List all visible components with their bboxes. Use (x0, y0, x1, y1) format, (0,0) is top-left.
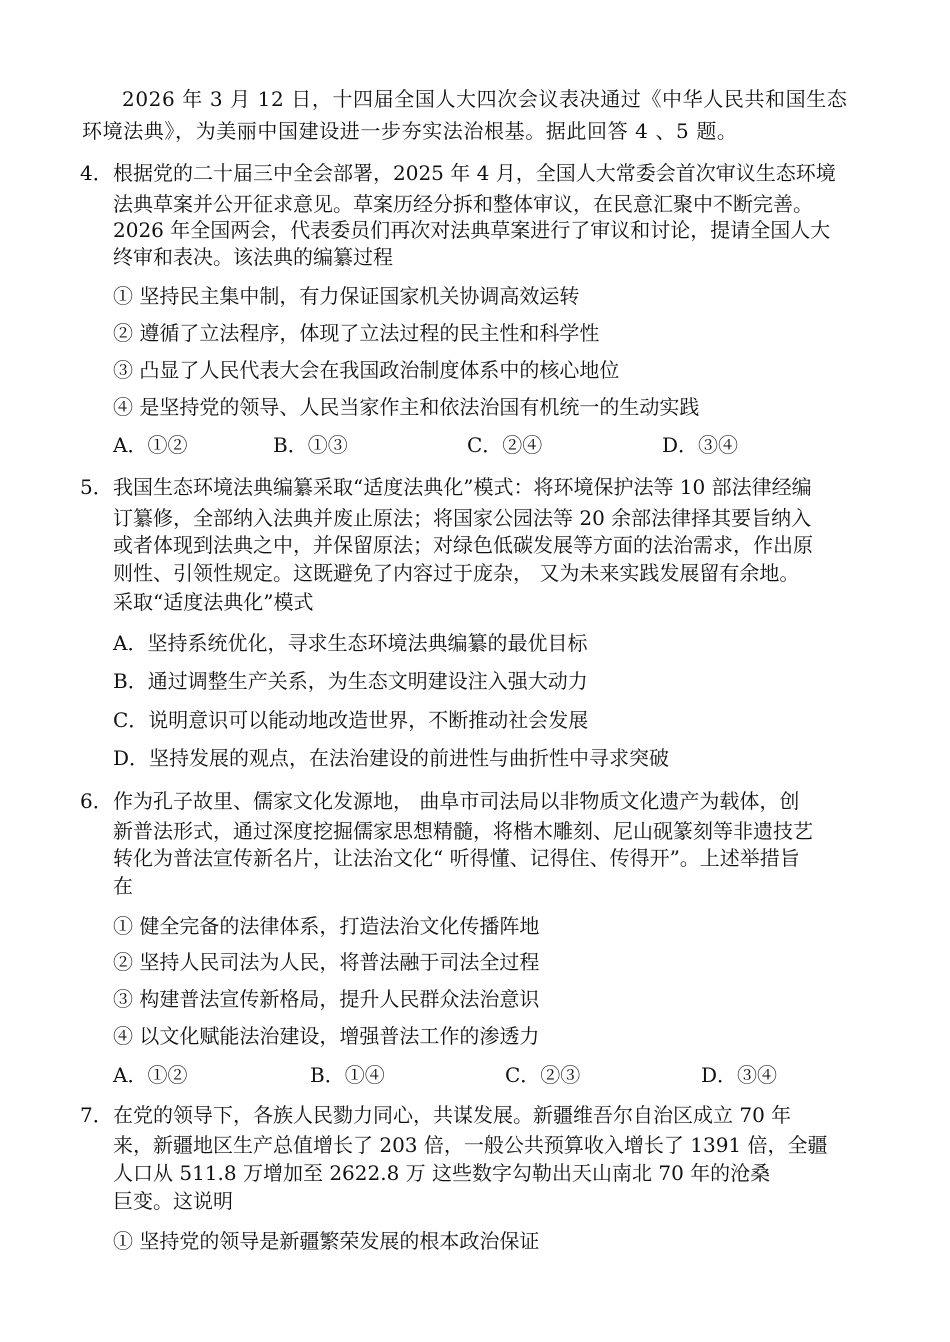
question-7-line: 巨变。这说明 (113, 1189, 233, 1213)
intro-line-2: 环境法典》，为美丽中国建设进一步夯实法治根基。据此回答 4 、5 题。 (82, 119, 738, 143)
question-5-option: A．坚持系统优化，寻求生态环境法典编纂的最优目标 (113, 631, 588, 655)
question-6-line: 新普法形式，通过深度挖掘儒家思想精髓，将楷木雕刻、尼山砚篆刻等非遗技艺 (113, 819, 813, 843)
question-4-line: 终审和表决。该法典的编纂过程 (113, 245, 393, 269)
question-5-line: 订纂修，全部纳入法典并废止原法；将国家公园法等 20 余部法律择其要旨纳入 (113, 506, 812, 530)
question-6-statement: ③ 构建普法宣传新格局，提升人民群众法治意识 (113, 987, 540, 1011)
question-7-line: 在党的领导下，各族人民勠力同心，共谋发展。新疆维吾尔自治区成立 70 年 (113, 1103, 792, 1127)
question-4-statement: ④ 是坚持党的领导、人民当家作主和依法治国有机统一的生动实践 (113, 395, 700, 419)
intro-line-1: 2026 年 3 月 12 日，十四届全国人大四次会议表决通过《中华人民共和国生态 (122, 87, 848, 111)
question-6-line: 作为孔子故里、儒家文化发源地， 曲阜市司法局以非物质文化遗产为载体，创 (113, 789, 800, 813)
question-5-option: D．坚持发展的观点，在法治建设的前进性与曲折性中寻求突破 (113, 746, 670, 770)
question-6-statement: ① 健全完备的法律体系，打造法治文化传播阵地 (113, 914, 540, 938)
question-5-line: 或者体现到法典之中，并保留原法；对绿色低碳发展等方面的法治需求，作出原 (113, 533, 813, 557)
question-6-statement: ④ 以文化赋能法治建设，增强普法工作的渗透力 (113, 1024, 540, 1048)
question-4-line: 2026 年全国两会，代表委员们再次对法典草案进行了审议和讨论，提请全国人大 (113, 218, 831, 242)
choice-d: D．③④ (662, 433, 739, 457)
choice-d: D．③④ (701, 1063, 778, 1087)
choice-b: B．①④ (310, 1063, 385, 1087)
question-7-line: 人口从 511.8 万增加至 2622.8 万 这些数字勾勒出天山南北 70 年的沧桑 (113, 1161, 771, 1185)
question-6-statement: ② 坚持人民司法为人民，将普法融于司法全过程 (113, 950, 540, 974)
question-6-line: 在 (113, 874, 133, 898)
question-6-number: 6． (80, 789, 113, 813)
question-4-statement: ③ 凸显了人民代表大会在我国政治制度体系中的核心地位 (113, 358, 620, 382)
question-5-option: B．通过调整生产关系，为生态文明建设注入强大动力 (113, 669, 588, 693)
question-5-line: 则性、引领性规定。这既避免了内容过于庞杂， 又为未来实践发展留有余地。 (113, 561, 800, 585)
question-4-statement: ② 遵循了立法程序，体现了立法过程的民主性和科学性 (113, 321, 600, 345)
choice-b: B．①③ (273, 433, 348, 457)
question-7-line: 来，新疆地区生产总值增长了 203 倍，一般公共预算收入增长了 1391 倍，全疆 (113, 1133, 828, 1157)
choice-a: A．①② (113, 433, 188, 457)
question-7-number: 7． (80, 1103, 113, 1127)
question-5-number: 5． (80, 475, 113, 499)
question-5-line: 采取“适度法典化”模式 (113, 590, 314, 614)
question-7-statement: ① 坚持党的领导是新疆繁荣发展的根本政治保证 (113, 1229, 540, 1253)
choice-a: A．①② (113, 1063, 188, 1087)
question-5-option: C．说明意识可以能动地改造世界，不断推动社会发展 (113, 708, 589, 732)
question-6-line: 转化为普法宣传新名片，让法治文化“ 听得懂、记得住、传得开”。上述举措旨 (113, 846, 800, 870)
question-4-number: 4． (80, 161, 113, 185)
question-5-line: 我国生态环境法典编纂采取“适度法典化”模式：将环境保护法等 10 部法律经编 (113, 475, 812, 499)
choice-c: C．②④ (467, 433, 543, 457)
question-4-line: 法典草案并公开征求意见。草案历经分拆和整体审议，在民意汇聚中不断完善。 (113, 192, 813, 216)
choice-c: C．②③ (505, 1063, 581, 1087)
question-4-statement: ① 坚持民主集中制，有力保证国家机关协调高效运转 (113, 284, 580, 308)
question-4-line: 根据党的二十届三中全会部署，2025 年 4 月，全国人大常委会首次审议生态环境 (113, 161, 836, 185)
